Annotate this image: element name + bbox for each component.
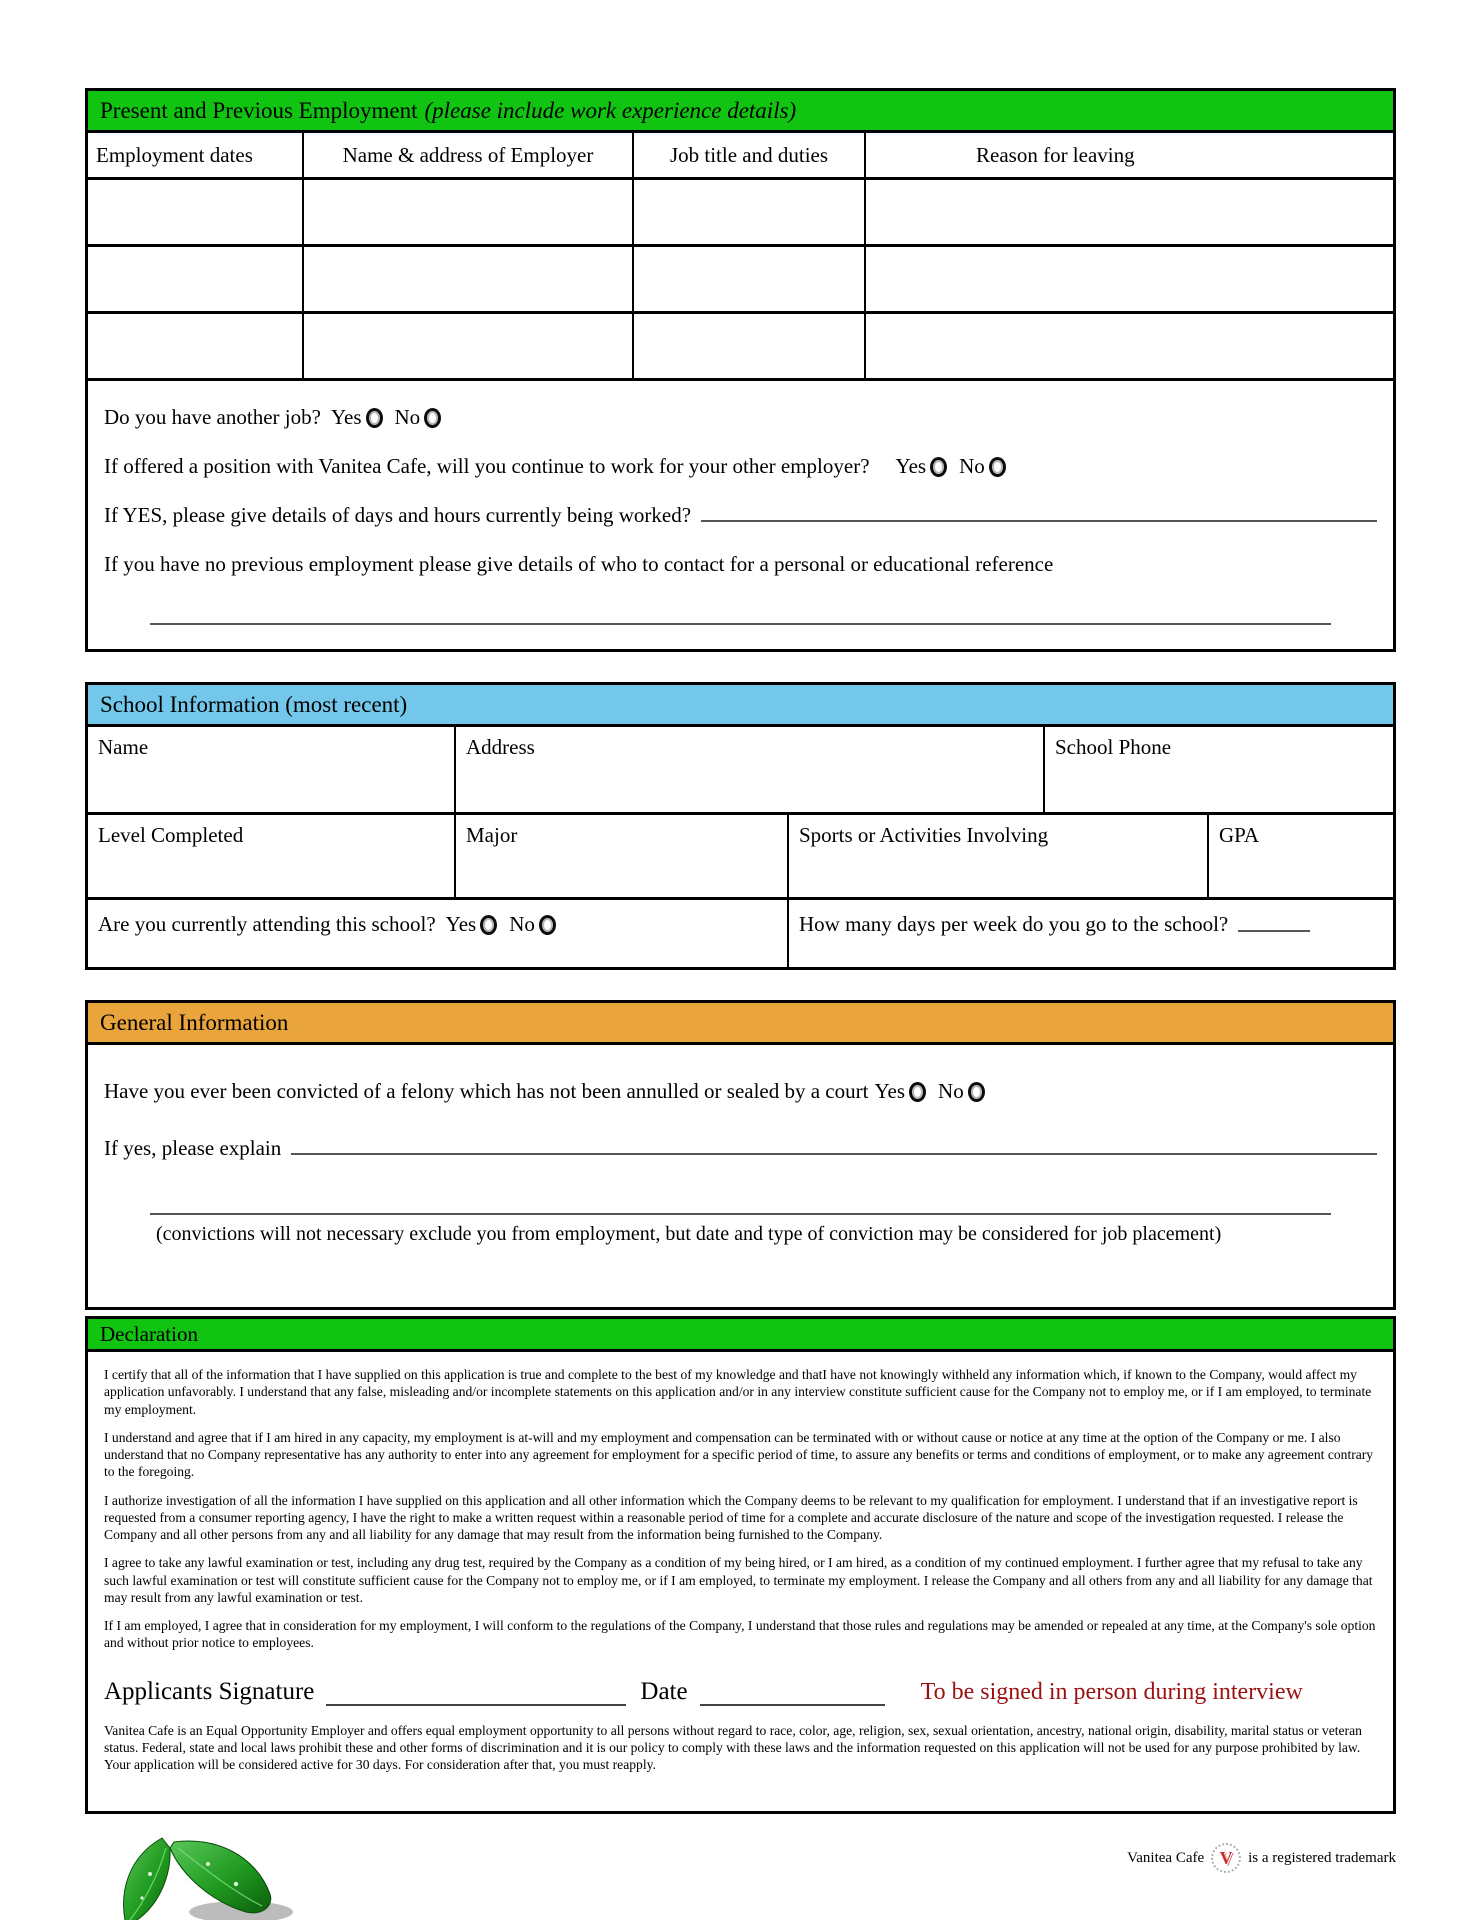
reason-leaving-cell[interactable] xyxy=(864,247,1393,311)
reason-leaving-cell[interactable] xyxy=(864,314,1393,378)
other-job-yes-radio[interactable] xyxy=(366,408,383,428)
vanitea-logo xyxy=(1211,1843,1241,1873)
other-job-question xyxy=(104,405,1377,430)
yes-label: Yes xyxy=(874,1079,906,1103)
col-reason-leaving: Reason for leaving xyxy=(864,133,1393,177)
continue-work-yes-no xyxy=(896,454,1006,479)
sign-in-person-note: To be signed in person during interview xyxy=(920,1678,1303,1705)
employment-section-header xyxy=(85,88,1396,133)
date-write-line[interactable] xyxy=(700,1686,885,1706)
employment-dates-cell[interactable] xyxy=(88,314,302,378)
employment-questions xyxy=(88,378,1393,649)
felony-label: Have you ever been convicted of a felony which has not been annulled or sealed by a court xyxy=(104,1079,869,1103)
school-section-title: School Information (most recent) xyxy=(100,691,408,717)
leaf-logo xyxy=(116,1836,306,1920)
felony-question xyxy=(104,1079,1377,1104)
explain-write-line[interactable] xyxy=(291,1153,1377,1155)
declaration-section-header xyxy=(85,1316,1396,1352)
attending-no-radio[interactable] xyxy=(539,915,556,935)
explain-question xyxy=(104,1136,1377,1161)
employment-dates-cell[interactable] xyxy=(88,247,302,311)
no-label: No xyxy=(959,454,985,478)
felony-no-radio[interactable] xyxy=(968,1082,985,1102)
level-completed-label: Level Completed xyxy=(98,823,244,847)
explain-write-line-2[interactable] xyxy=(150,1213,1331,1215)
general-section-header xyxy=(85,1000,1396,1045)
days-per-week-label: How many days per week do you go to the school? xyxy=(799,912,1229,936)
level-completed-field[interactable] xyxy=(88,815,454,897)
eeo-statement: Vanitea Cafe is an Equal Opportunity Employer and offers equal employment opportunity to all persons without regard to race, color, age, religion, sex, sexual orientation, ancestry, national origin, disability, marital status or veteran status. Federal, state and local laws prohibit these and other forms of discrimination and it is our policy to comply with these laws and the information requested on this application will not be used for any purpose prohibited by law. Your application will be considered active for 30 days. For consideration after that, you must reapply. xyxy=(104,1722,1362,1772)
other-job-label: Do you have another job? xyxy=(104,405,321,429)
school-phone-field[interactable] xyxy=(1043,727,1393,812)
attending-question xyxy=(88,900,787,967)
general-section-title: General Information xyxy=(100,1009,289,1035)
declaration-paragraph-3: I authorize investigation of all the information I have supplied on this application and all other information which the Company deems to be relevant to my qualification for employment. I understand that if an investigative report is requested from a consumer reporting agency, I have the right to make a written request within a reasonable period of time for a complete and accurate disclosure of the nature and scope of the investigation requested. I release the Company and all other persons from any and all liability for any damage that may result from the information being furnished to the Company. xyxy=(104,1492,1358,1542)
trademark-line xyxy=(1127,1843,1396,1873)
date-label: Date xyxy=(640,1677,688,1705)
explain-label: If yes, please explain xyxy=(104,1136,282,1160)
school-section-header xyxy=(85,682,1396,727)
school-address-field[interactable] xyxy=(454,727,1043,812)
days-per-week-question xyxy=(787,900,1393,967)
vanitea-logo-letter: V xyxy=(1219,1848,1233,1868)
attending-label: Are you currently attending this school? xyxy=(98,912,436,936)
hours-worked-label: If YES, please give details of days and hours currently being worked? xyxy=(104,503,692,527)
no-label: No xyxy=(938,1079,964,1103)
school-address-label: Address xyxy=(466,735,535,759)
continue-work-label: If offered a position with Vanitea Cafe, will you continue to work for your other employer? xyxy=(104,454,870,478)
employment-table-header-row xyxy=(88,133,1393,177)
employer-cell[interactable] xyxy=(302,180,632,244)
sports-label: Sports or Activities Involving xyxy=(799,823,1049,847)
signature-write-line[interactable] xyxy=(326,1686,626,1706)
attending-yes-radio[interactable] xyxy=(480,915,497,935)
hours-worked-question xyxy=(104,503,1377,528)
no-label: No xyxy=(394,405,421,429)
continue-work-question xyxy=(104,454,1377,479)
general-section-box xyxy=(85,1045,1396,1310)
col-job-title: Job title and duties xyxy=(632,133,864,177)
employment-dates-cell[interactable] xyxy=(88,180,302,244)
reason-leaving-cell[interactable] xyxy=(864,180,1393,244)
employment-row-1 xyxy=(88,177,1393,244)
signature-label: Applicants Signature xyxy=(104,1677,315,1705)
brand-name: Vanitea Cafe xyxy=(1127,1849,1205,1866)
felony-yes-no xyxy=(874,1079,984,1104)
yes-label: Yes xyxy=(445,912,477,936)
employment-section-box xyxy=(85,133,1396,652)
yes-label: Yes xyxy=(330,405,362,429)
form-content xyxy=(85,88,1396,1814)
declaration-paragraph-2: I understand and agree that if I am hired in any capacity, my employment is at-will and my employment and compensation can be terminated with or without cause or notice at any time at the option of the Company or me. I also understand that no Company representative has any authority to enter into any agreement for employment for a specific period of time, to assure any benefits or terms and conditions of employment, or to make any agreement contrary to the foregoing. xyxy=(104,1429,1374,1480)
school-row-2 xyxy=(88,812,1393,897)
no-label: No xyxy=(509,912,535,936)
gpa-field[interactable] xyxy=(1207,815,1393,897)
job-title-cell[interactable] xyxy=(632,247,864,311)
employment-row-3 xyxy=(88,311,1393,378)
reference-question xyxy=(104,552,1377,577)
other-job-yes-no xyxy=(331,405,441,430)
employment-row-2 xyxy=(88,244,1393,311)
reference-label: If you have no previous employment please give details of who to contact for a personal or educational reference xyxy=(104,552,1054,576)
school-row-3 xyxy=(88,897,1393,967)
declaration-paragraph-4: I agree to take any lawful examination or test, including any drug test, required by the Company as a condition of my being hired, or I am hired, as a condition of my continued employment. I further agree that my refusal to take any such lawful examination or test will constitute sufficient cause for the Company not to employ me, or if I am employed, to terminate my employment. I release the Company and all others from any and all liability for any damage that may result from any lawful examination or test. xyxy=(104,1555,1373,1605)
job-title-cell[interactable] xyxy=(632,180,864,244)
reference-write-line[interactable] xyxy=(150,623,1331,625)
sports-field[interactable] xyxy=(787,815,1207,897)
gpa-label: GPA xyxy=(1219,823,1260,847)
col-employer: Name & address of Employer xyxy=(302,133,632,177)
hours-worked-write-line[interactable] xyxy=(701,520,1377,522)
job-title-cell[interactable] xyxy=(632,314,864,378)
school-row-1 xyxy=(88,727,1393,812)
yes-label: Yes xyxy=(895,454,927,478)
employment-section-title: Present and Previous Employment xyxy=(100,97,418,123)
major-label: Major xyxy=(466,823,518,847)
employer-cell[interactable] xyxy=(302,247,632,311)
convictions-note: (convictions will not necessary exclude you from employment, but date and type of conviction may be considered for job placement) xyxy=(156,1223,1222,1245)
leaf-left xyxy=(124,1838,171,1920)
declaration-section-title: Declaration xyxy=(100,1321,198,1346)
attending-yes-no xyxy=(446,912,556,937)
declaration-section-box xyxy=(85,1352,1396,1814)
continue-work-yes-radio[interactable] xyxy=(930,457,947,477)
felony-yes-radio[interactable] xyxy=(909,1082,926,1102)
school-name-field[interactable] xyxy=(88,727,454,812)
other-job-no-radio[interactable] xyxy=(424,408,441,428)
continue-work-no-radio[interactable] xyxy=(989,457,1006,477)
trademark-text: is a registered trademark xyxy=(1248,1849,1396,1866)
signature-row xyxy=(104,1678,1377,1706)
col-employment-dates: Employment dates xyxy=(96,142,253,167)
school-phone-label: School Phone xyxy=(1055,735,1172,759)
major-field[interactable] xyxy=(454,815,787,897)
declaration-paragraph-5: If I am employed, I agree that in consideration for my employment, I will conform to the regulations of the Company, I understand that those rules and regulations may be amended or repealed at any time, at the Company's sole option and without prior notice to employees. xyxy=(104,1618,1376,1651)
school-section-box xyxy=(85,727,1396,970)
declaration-paragraph-1: I certify that all of the information that I have supplied on this application is true and complete to the best of my knowledge and thatI have not knowingly withheld any information which, if known to the Company, would affect my application unfavorably. I understand that any false, misleading and/or incomplete statements on this application and/or in any interview constitute sufficient cause for the Company not to employ me, or if I am employed, to terminate my employment. xyxy=(104,1367,1372,1417)
employment-table xyxy=(88,133,1393,378)
employer-cell[interactable] xyxy=(302,314,632,378)
school-name-label: Name xyxy=(98,735,149,759)
employment-section-note: (please include work experience details) xyxy=(424,97,797,123)
days-per-week-write-line[interactable] xyxy=(1238,912,1310,932)
